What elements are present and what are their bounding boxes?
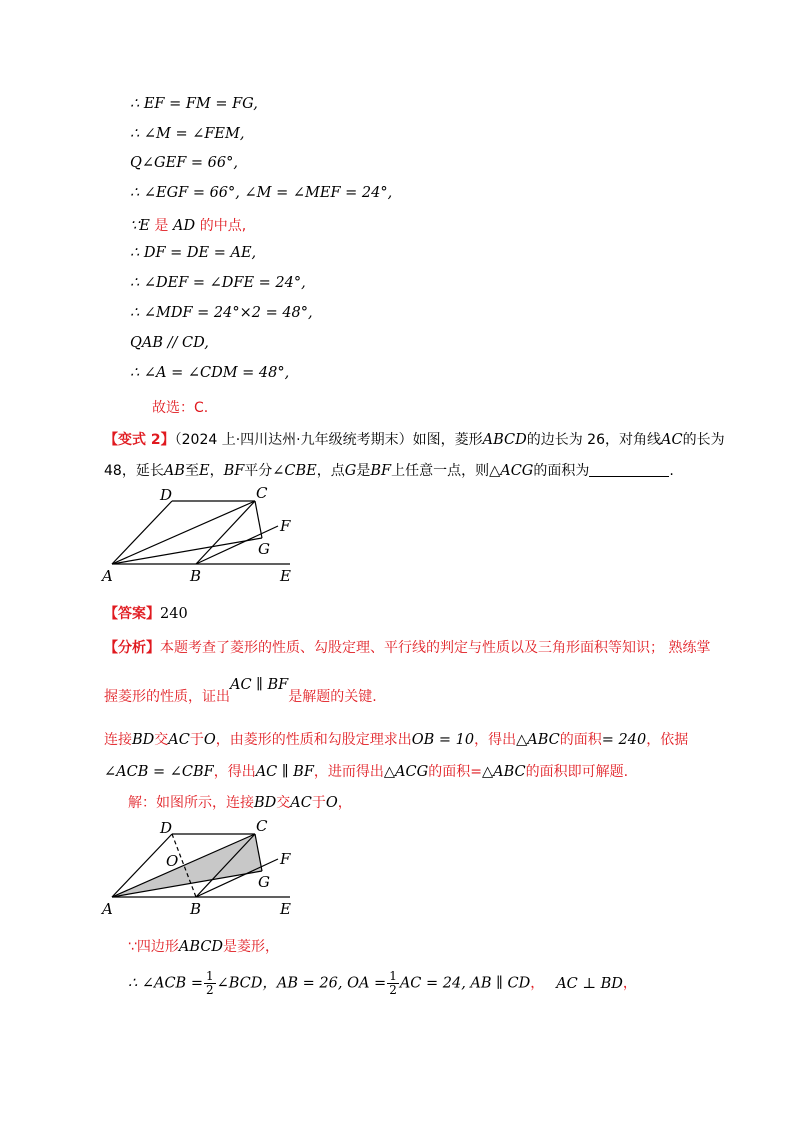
answer-line xyxy=(104,603,188,623)
fig1-label-g: G xyxy=(258,540,270,558)
fig1-label-f: F xyxy=(280,517,291,535)
fig1-label-b: B xyxy=(190,567,202,584)
ex1i: ，得出 xyxy=(474,732,517,748)
proof-line-7: ∴ ∠DEF = ∠DFE = 24°, xyxy=(130,275,306,291)
ex1l: = 240 xyxy=(601,732,647,748)
fraction-half-2 xyxy=(387,970,399,997)
sol3e: ， xyxy=(530,975,545,992)
frac2-num: 1 xyxy=(389,969,397,983)
choice-line: 故选：C. xyxy=(152,400,209,416)
fig1-label-a: A xyxy=(102,567,113,584)
p2f: BF xyxy=(223,463,245,479)
ex1m: ，依据 xyxy=(646,732,689,748)
ex2e: △ACG xyxy=(383,764,429,780)
proof-line-5-midpoint: 的中点, xyxy=(199,218,247,234)
sol3a: ∴ ∠ACB = xyxy=(128,975,203,992)
p2e: ， xyxy=(209,463,224,479)
analysis-l2c: 是解题的关键. xyxy=(288,689,377,705)
sol1g: ， xyxy=(337,795,352,811)
fig2-label-e: E xyxy=(280,900,291,917)
sol1f: O xyxy=(325,795,338,811)
problem-source: （2024 上·四川达州·九年级统考期末）如图，菱形 xyxy=(174,432,483,448)
problem-ac: AC xyxy=(661,432,683,448)
fig2-label-g: G xyxy=(258,873,270,891)
sol1e: 于 xyxy=(311,795,326,811)
p2b: AB xyxy=(163,463,185,479)
ex2d: ，进而得出 xyxy=(313,764,384,780)
ex1b: BD xyxy=(132,732,155,748)
diag-ac xyxy=(112,501,255,564)
answer-tag: 【答案】 xyxy=(104,606,160,622)
ex1e: 于 xyxy=(189,732,204,748)
p2o: 的面积为 xyxy=(533,463,590,479)
ex1j: △ABC xyxy=(516,732,560,748)
sol3c: AC = 24, AB ∥ CD xyxy=(399,975,531,992)
p2l: BF xyxy=(370,463,392,479)
seg-ag xyxy=(112,538,262,564)
proof-line-1: ∴ EF = FM = FG, xyxy=(130,96,258,112)
fig2-label-a: A xyxy=(102,900,113,917)
analysis-l2a: 握菱形的性质，证出 xyxy=(104,689,230,705)
fig1-label-d: D xyxy=(160,486,173,504)
proof-line-2: ∴ ∠M = ∠FEM, xyxy=(130,126,245,142)
p2n: △ACG xyxy=(489,463,534,479)
problem-line-1 xyxy=(104,429,725,449)
ex2a: ∠ACB = ∠CBF xyxy=(104,764,214,780)
analysis-tag: 【分析】 xyxy=(104,640,160,656)
p2j: G xyxy=(344,463,357,479)
seg-cg xyxy=(255,501,262,538)
fig1-label-c: C xyxy=(256,484,268,502)
answer-value: 240 xyxy=(160,606,188,622)
proof-line-10: ∴ ∠A = ∠CDM = 48°, xyxy=(130,365,290,381)
sol1d: AC xyxy=(290,795,312,811)
ex2f: 的面积= xyxy=(428,764,482,780)
sol1a: 解：如图所示，连接 xyxy=(128,795,254,811)
fig1-label-e: E xyxy=(280,567,291,584)
answer-blank xyxy=(589,462,669,477)
proof-line-4: ∴ ∠EGF = 66°, ∠M = ∠MEF = 24°, xyxy=(130,185,393,201)
proof-line-5-is: 是 xyxy=(154,218,169,234)
sol1b: BD xyxy=(254,795,277,811)
proof-line-5-ad: AD xyxy=(173,218,196,234)
fraction-half-1 xyxy=(204,970,216,997)
fig2-label-f: F xyxy=(280,850,291,868)
proof-line-3: Q∠GEF = 66°, xyxy=(130,155,238,171)
ex1f: O xyxy=(203,732,216,748)
explain-line-1 xyxy=(104,729,688,749)
p2p: . xyxy=(669,463,674,479)
sol3g: ， xyxy=(622,975,637,992)
sol2b: ABCD xyxy=(178,939,224,955)
problem-text-4: 的长为 xyxy=(682,432,725,448)
p2d: E xyxy=(198,463,210,479)
frac1-den: 2 xyxy=(205,983,214,997)
proof-line-5 xyxy=(130,215,246,235)
fig2-label-o: O xyxy=(166,852,179,870)
sol2c: 是菱形， xyxy=(223,939,280,955)
proof-line-9: QAB // CD, xyxy=(130,335,209,351)
p2m: 上任意一点，则 xyxy=(391,463,490,479)
analysis-line-1 xyxy=(104,637,710,657)
p2a: 48，延长 xyxy=(104,463,164,479)
analysis-text-1: 本题考查了菱形的性质、勾股定理、平行线的判定与性质以及三角形面积等知识； 熟练掌 xyxy=(160,640,711,656)
side-cb xyxy=(196,501,255,564)
fig2-label-b: B xyxy=(190,900,202,917)
sol3f: AC ⊥ BD xyxy=(556,975,623,992)
ex2b: ，得出 xyxy=(213,764,256,780)
ex2c: AC ∥ BF xyxy=(255,764,314,780)
frac1-num: 1 xyxy=(205,969,214,983)
ex2h: 的面积即可解题. xyxy=(525,764,629,780)
solution-line-3 xyxy=(128,970,637,997)
explain-line-2 xyxy=(104,761,628,781)
sol2a: ∵四边形 xyxy=(128,939,179,955)
ex1h: OB = 10 xyxy=(411,732,475,748)
ex1k: 的面积 xyxy=(559,732,602,748)
sol3b: ∠BCD，AB = 26, OA = xyxy=(216,975,387,992)
ex1d: AC xyxy=(168,732,190,748)
p2i: ，点 xyxy=(316,463,345,479)
side-ad xyxy=(112,501,172,564)
solution-line-1 xyxy=(128,792,352,812)
analysis-l2b: AC ∥ BF xyxy=(230,677,289,693)
p2k: 是 xyxy=(356,463,371,479)
ex2g: △ABC xyxy=(481,764,526,780)
ex1c: 交 xyxy=(154,732,169,748)
fig2-label-d: D xyxy=(160,819,173,837)
frac2-den: 2 xyxy=(389,983,397,997)
sol1c: 交 xyxy=(276,795,291,811)
problem-tag: 【变式 2】 xyxy=(104,432,175,448)
p2g: 平分 xyxy=(244,463,273,479)
p2h: ∠CBE xyxy=(272,463,317,479)
ex1a: 连接 xyxy=(104,732,132,748)
p2c: 至 xyxy=(184,463,199,479)
figure-1 xyxy=(100,484,300,584)
solution-line-2 xyxy=(128,936,279,956)
ex1g: ，由菱形的性质和勾股定理求出 xyxy=(215,732,412,748)
problem-line-2 xyxy=(104,460,674,480)
proof-line-5-because: ∵E xyxy=(130,218,150,234)
fig2-label-c: C xyxy=(256,817,268,835)
problem-text-2: 的边长为 26，对角线 xyxy=(526,432,661,448)
problem-abcd: ABCD xyxy=(482,432,527,448)
proof-line-8: ∴ ∠MDF = 24°×2 = 48°, xyxy=(130,305,313,321)
analysis-line-2 xyxy=(104,677,377,706)
proof-line-6: ∴ DF = DE = AE, xyxy=(130,245,257,261)
figure-2 xyxy=(100,817,300,917)
